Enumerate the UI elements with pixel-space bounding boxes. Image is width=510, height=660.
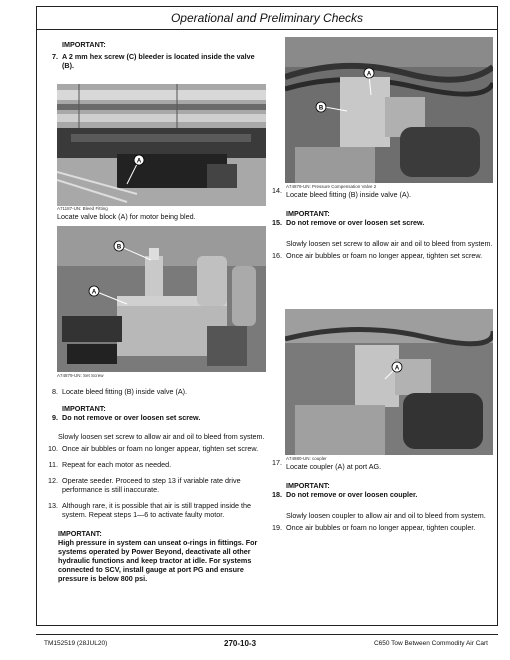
step-text: Locate bleed fitting (B) inside valve (A). [62, 387, 188, 396]
figure-1-caption-block [57, 206, 266, 221]
step-number: 13. [48, 501, 58, 510]
step-7 [44, 52, 266, 70]
important-label: IMPORTANT: [286, 481, 330, 490]
callout-a: A [91, 289, 97, 296]
step-11 [44, 460, 266, 469]
callout-b: B [318, 105, 324, 112]
product-name: C650 Tow Between Commodity Air Cart [373, 640, 488, 647]
step-16 [268, 251, 494, 260]
page-title: Operational and Preliminary Checks [37, 7, 497, 30]
important-label: IMPORTANT: [286, 209, 330, 218]
step-number: 12. [48, 476, 58, 485]
step-number: 15. [272, 218, 282, 227]
important-label: IMPORTANT: [58, 529, 102, 538]
step-number: 19. [272, 523, 282, 532]
figure-text: Locate valve block (A) for motor being bled. [57, 212, 196, 221]
step-number: 7. [52, 52, 58, 61]
instruction-text: Slowly loosen coupler to allow air and oil to bleed from system. [286, 511, 486, 520]
callout-a: A [366, 71, 372, 78]
step-text: Repeat for each motor as needed. [62, 460, 172, 469]
pressure-compensation-valve-photo [285, 37, 493, 183]
important-label: IMPORTANT: [62, 404, 106, 413]
step-number: 14. [272, 186, 282, 195]
step-text: Once air bubbles or foam no longer appear, tighten set screw. [286, 251, 483, 260]
step-10 [44, 444, 266, 453]
step-text: Do not remove or over loosen set screw. [62, 413, 201, 422]
instruction-text: Slowly loosen set screw to allow air and oil to bleed from system. [286, 239, 493, 248]
step-number: 9. [52, 413, 58, 422]
coupler-photo [285, 309, 493, 455]
step-8 [44, 387, 266, 396]
step-number: 16. [272, 251, 282, 260]
step-13 [44, 501, 266, 519]
step-number: 18. [272, 490, 282, 499]
step-text: Once air bubbles or foam no longer appear, tighten coupler. [286, 523, 476, 532]
step-text: Operate seeder. Proceed to step 13 if variable rate drive performance is still inaccurate. [62, 476, 241, 494]
step-text: Do not remove or over loosen set screw. [286, 218, 425, 227]
figure-caption: A74880-UN: coupler [286, 456, 327, 461]
step-text: Although rare, it is possible that air is still trapped inside the system. Repeat steps 1—6 to activate faulty motor. [62, 501, 251, 519]
figure-caption: A74879-UN: Pressure Compensation Valve 2 [286, 184, 377, 189]
footer-divider [36, 634, 498, 635]
callout-a: A [394, 365, 400, 372]
right-column-bottom [268, 456, 494, 532]
step-text: Do not remove or over loosen coupler. [286, 490, 418, 499]
step-18 [268, 490, 494, 499]
step-17 [268, 456, 494, 471]
left-column-top [44, 40, 266, 70]
step-text: A 2 mm hex screw (C) bleeder is located inside the valve (B). [62, 52, 255, 70]
figure-caption: A71187-UN: Bleed Fitting [57, 206, 108, 211]
callout-a: A [136, 158, 142, 165]
set-screw-photo [57, 226, 266, 372]
left-column-bottom [44, 373, 266, 583]
step-number: 10. [48, 444, 58, 453]
instruction-text: Slowly loosen set screw to allow air and oil to bleed from system. [58, 432, 265, 441]
callout-b: B [116, 244, 122, 251]
warning-text: High pressure in system can unseat o-rings in fittings. For systems operated by Power Beyond, deactivate all other hydraulic functions and keep tractor at idle. For systems connected to SCV, install gauge at port PG and ensure pressure is below 800 psi. [58, 538, 258, 583]
step-text: Once air bubbles or foam no longer appear, tighten set screw. [62, 444, 259, 453]
step-number: 11. [48, 460, 58, 469]
bleed-fitting-photo [57, 84, 266, 206]
step-15 [268, 218, 494, 227]
step-number: 8. [52, 387, 58, 396]
step-9 [44, 413, 266, 422]
step-number: 17. [272, 458, 282, 467]
step-19 [268, 523, 494, 532]
step-14 [268, 184, 494, 199]
step-text: Locate bleed fitting (B) inside valve (A). [286, 190, 412, 199]
step-text: Locate coupler (A) at port AG. [286, 462, 382, 471]
right-column-top [268, 184, 494, 260]
figure-caption: A74879-UN: Set Screw [57, 373, 104, 378]
important-label: IMPORTANT: [62, 40, 106, 49]
page-number: 270-10-3 [224, 639, 257, 648]
step-12 [44, 476, 266, 494]
document-id: TM152519 (28JUL20) [44, 640, 108, 647]
